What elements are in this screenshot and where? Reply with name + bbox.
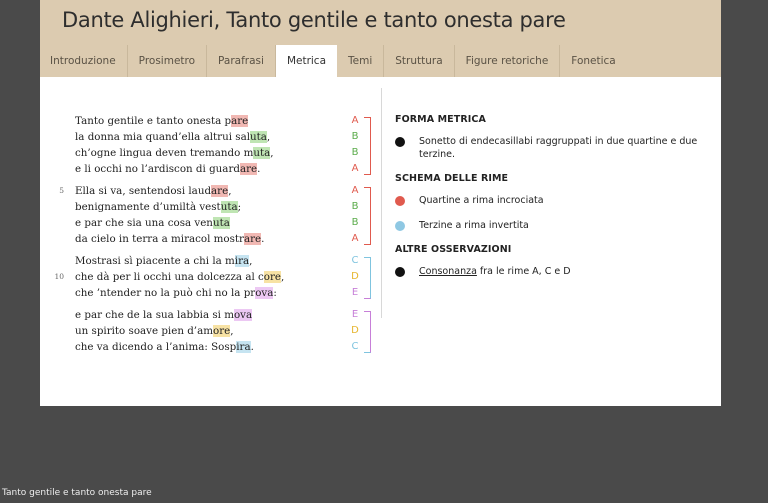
- verse-punctuation: ;: [237, 201, 242, 213]
- info-text: Sonetto di endecasillabi raggruppati in due quartine e due terzine.: [419, 136, 698, 160]
- tab-struttura[interactable]: Struttura: [384, 45, 454, 77]
- rhyme-bracket: [364, 257, 371, 299]
- rhyme-letter: C: [351, 255, 359, 266]
- info-text: Terzine a rima invertita: [419, 220, 529, 231]
- rhyme-letter: D: [351, 271, 359, 282]
- rhyme-letter: B: [351, 217, 359, 228]
- verse-body: e par che sia una cosa ven: [75, 217, 213, 229]
- verse-body: benignamente d’umiltà vest: [75, 201, 221, 213]
- verse-punctuation: :: [273, 287, 277, 299]
- bullet-dot-icon: [395, 221, 405, 231]
- verse-line: [54, 323, 394, 339]
- rhyme-letter: A: [351, 115, 359, 126]
- poem-text: [54, 113, 394, 361]
- verse-line: [54, 161, 394, 177]
- rhyme-highlight: uta: [220, 201, 238, 213]
- verse-text: [75, 199, 241, 215]
- info-item: [395, 135, 705, 161]
- verse-body: un spirito soave pien d’am: [75, 325, 213, 337]
- tab-prosimetro[interactable]: Prosimetro: [128, 45, 207, 77]
- rhyme-letter: B: [351, 147, 359, 158]
- verse-line: [54, 339, 394, 355]
- section-heading: SCHEMA DELLE RIME: [395, 173, 509, 184]
- verse-body: che dà per li occhi una dolcezza al c: [75, 271, 264, 283]
- tab-parafrasi[interactable]: Parafrasi: [207, 45, 276, 77]
- verse-line: [54, 307, 394, 323]
- line-number: 5: [59, 186, 64, 195]
- verse-body: e par che de la sua labbia si m: [75, 309, 234, 321]
- verse-body: Mostrasi sì piacente a chi la m: [75, 255, 235, 267]
- verse-line: [54, 199, 394, 215]
- rhyme-highlight: ira: [234, 255, 250, 267]
- rhyme-letter: D: [351, 325, 359, 336]
- verse-text: [75, 231, 264, 247]
- verse-punctuation: .: [257, 163, 261, 175]
- stanza: [54, 113, 394, 177]
- verse-body: da cielo in terra a miracol mostr: [75, 233, 244, 245]
- rhyme-highlight: ore: [213, 325, 231, 337]
- rhyme-bracket: [364, 117, 371, 175]
- verse-text: [75, 339, 254, 355]
- verse-line: [54, 215, 394, 231]
- rhyme-highlight: ore: [263, 271, 282, 283]
- verse-line: [54, 129, 394, 145]
- verse-body: la donna mia quand’ella altrui sal: [75, 131, 250, 143]
- verse-body: Tanto gentile e tanto onesta p: [75, 115, 232, 127]
- bullet-dot-icon: [395, 137, 405, 147]
- rhyme-highlight: are: [231, 115, 249, 127]
- verse-text: [75, 145, 274, 161]
- rhyme-bracket: [364, 311, 371, 353]
- rhyme-letter: A: [351, 233, 359, 244]
- info-item: [395, 265, 705, 278]
- page-header: [40, 0, 721, 77]
- bullet-dot-icon: [395, 267, 405, 277]
- verse-punctuation: ,: [281, 271, 285, 283]
- verse-punctuation: ,: [249, 255, 253, 267]
- rhyme-highlight: ova: [255, 287, 274, 299]
- section-heading: ALTRE OSSERVAZIONI: [395, 244, 512, 255]
- content-card: [40, 0, 721, 406]
- verse-text: [75, 129, 270, 145]
- verse-body: Ella si va, sentendosi laud: [75, 185, 212, 197]
- rhyme-highlight: uta: [253, 147, 271, 159]
- page-title: Dante Alighieri, Tanto gentile e tanto onesta pare: [62, 8, 566, 32]
- verse-punctuation: ,: [266, 131, 271, 143]
- info-item: [395, 194, 705, 207]
- verse-text: [75, 253, 252, 269]
- vertical-divider: [381, 88, 382, 318]
- rhyme-letter: A: [351, 185, 359, 196]
- metric-info-panel: [395, 114, 705, 290]
- rhyme-highlight: ova: [233, 309, 253, 321]
- tab-introduzione[interactable]: Introduzione: [40, 45, 128, 77]
- rhyme-letter: C: [351, 341, 359, 352]
- verse-punctuation: ,: [230, 325, 234, 337]
- info-item: [395, 219, 705, 232]
- rhyme-highlight: ira: [236, 341, 251, 353]
- rhyme-letter: B: [351, 131, 359, 142]
- verse-line: [54, 231, 394, 247]
- rhyme-highlight: uta: [212, 217, 230, 229]
- verse-punctuation: .: [261, 233, 265, 245]
- tab-figure-retoriche[interactable]: Figure retoriche: [455, 45, 561, 77]
- verse-body: che ’ntender no la può chi no la pr: [75, 287, 256, 299]
- stanza: [54, 307, 394, 355]
- rhyme-letter: E: [351, 309, 359, 320]
- tab-metrica[interactable]: Metrica: [276, 45, 337, 77]
- footer-caption: Tanto gentile e tanto onesta pare: [2, 488, 152, 498]
- verse-body: ch’ogne lingua deven tremando m: [75, 147, 254, 159]
- verse-body: e li occhi no l’ardiscon di guard: [75, 163, 240, 175]
- tab-temi[interactable]: Temi: [337, 45, 384, 77]
- verse-text: [75, 161, 260, 177]
- verse-line: [54, 253, 394, 269]
- stanza: [54, 253, 394, 301]
- consonanza-link[interactable]: Consonanza: [419, 266, 477, 277]
- verse-text: [75, 285, 277, 301]
- verse-punctuation: ,: [228, 185, 232, 197]
- section-heading: FORMA METRICA: [395, 114, 486, 125]
- rhyme-highlight: are: [243, 233, 262, 245]
- rhyme-highlight: uta: [250, 131, 267, 143]
- verse-text: [75, 269, 284, 285]
- rhyme-highlight: are: [239, 163, 258, 175]
- verse-body: che va dicendo a l’anima: Sosp: [75, 341, 237, 353]
- verse-text: [75, 215, 230, 231]
- verse-line: [54, 113, 394, 129]
- line-number: 10: [54, 272, 64, 281]
- rhyme-letter: A: [351, 163, 359, 174]
- verse-text: [75, 323, 234, 339]
- verse-line: [54, 145, 394, 161]
- verse-line: [54, 183, 394, 199]
- verse-punctuation: .: [250, 341, 254, 353]
- tab-fonetica[interactable]: Fonetica: [571, 55, 616, 67]
- stanza: [54, 183, 394, 247]
- info-text: Quartine a rima incrociata: [419, 195, 544, 206]
- verse-text: [75, 113, 248, 129]
- tab-bar: [40, 45, 627, 77]
- verse-text: [75, 183, 231, 199]
- verse-line: [54, 285, 394, 301]
- rhyme-letter: E: [351, 287, 359, 298]
- rhyme-letter: B: [351, 201, 359, 212]
- verse-punctuation: ,: [270, 147, 274, 159]
- info-text: fra le rime A, C e D: [476, 266, 571, 277]
- rhyme-bracket: [364, 187, 371, 245]
- rhyme-highlight: are: [211, 185, 229, 197]
- bullet-dot-icon: [395, 196, 405, 206]
- verse-line: [54, 269, 394, 285]
- verse-text: [75, 307, 252, 323]
